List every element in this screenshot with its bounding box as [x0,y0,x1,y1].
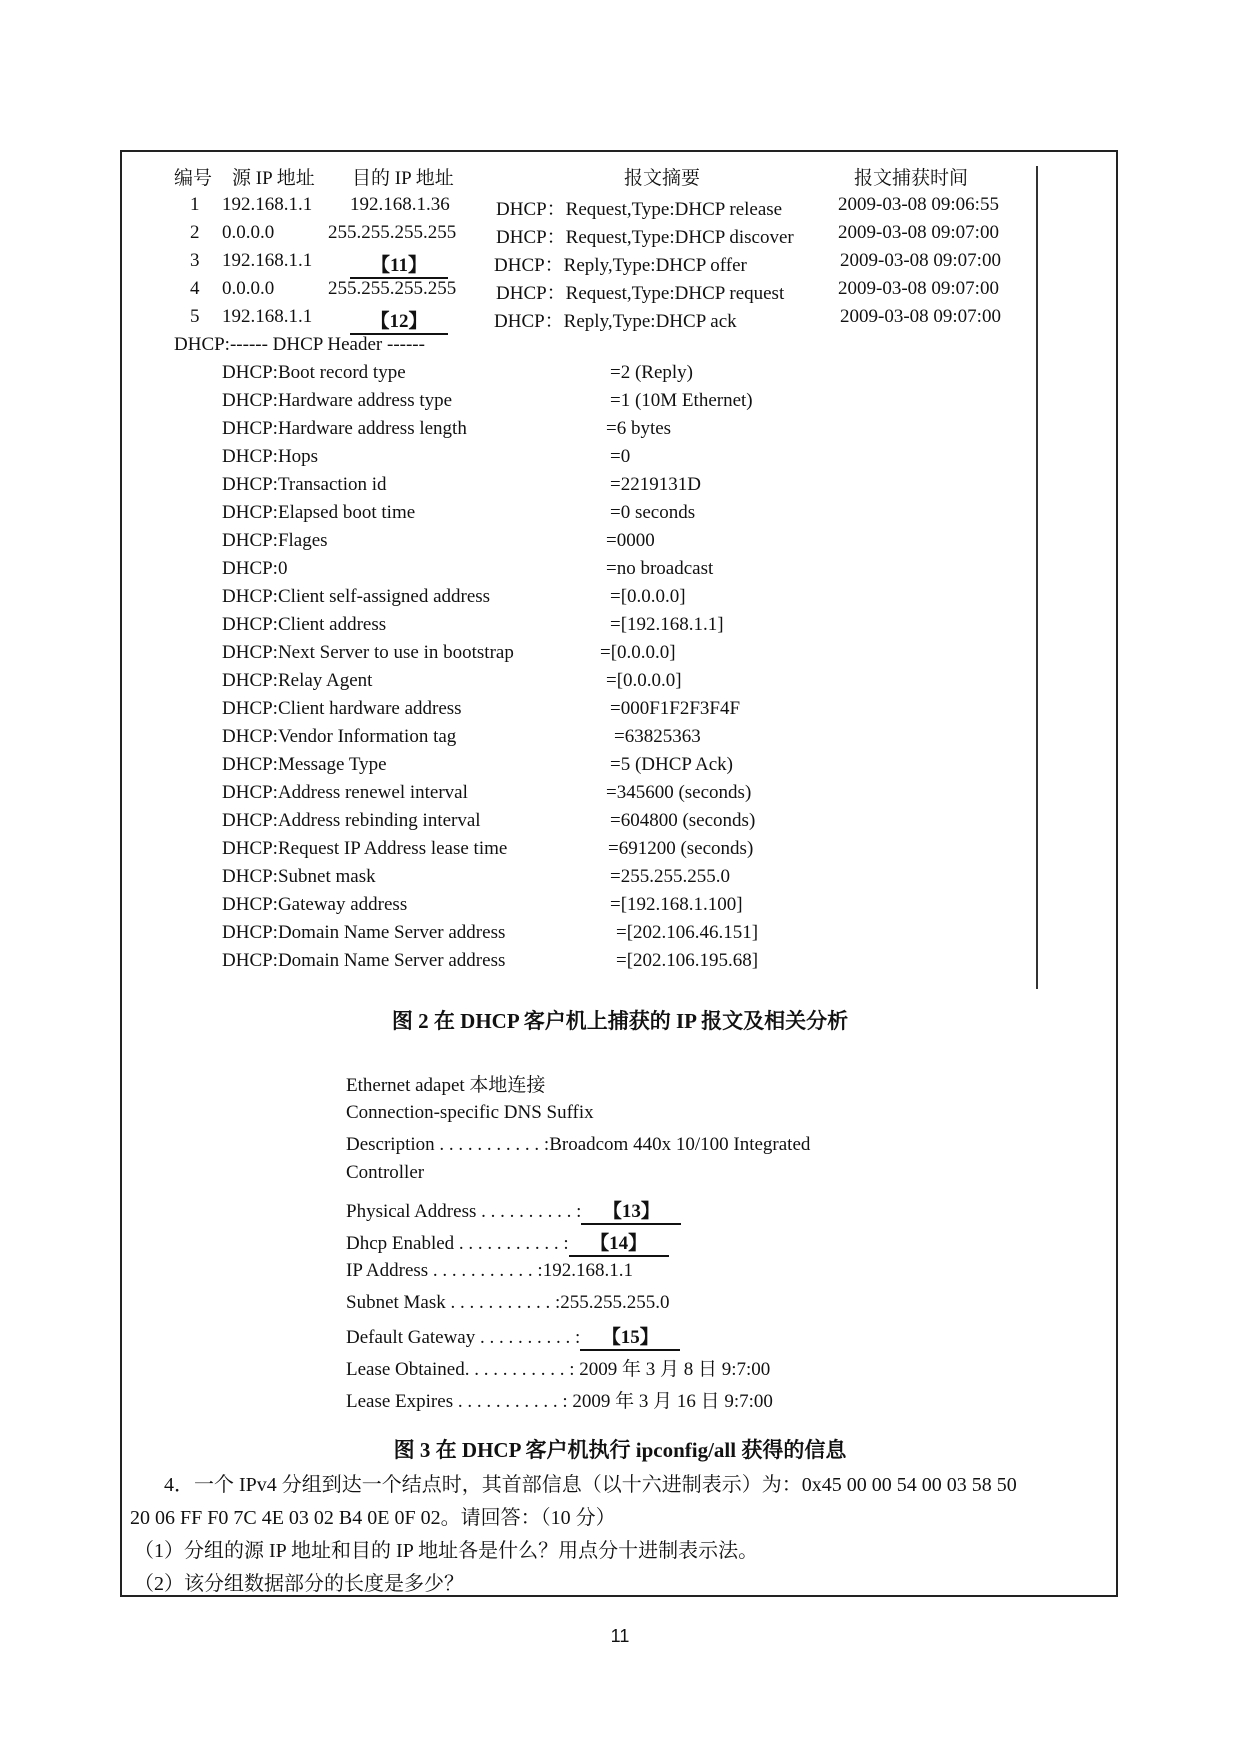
subnet-mask-line [346,1292,670,1314]
description-line [346,1134,810,1156]
dhcp-field-key: DHCP:Hardware address type [222,390,453,411]
dhcp-field-key: DHCP:Subnet mask [222,866,376,887]
question4-line2: 20 06 FF F0 7C 4E 03 02 B4 0E 0F 02。请回答：（10 分） [130,1507,616,1529]
blank-13[interactable]: 【13】 [581,1196,681,1225]
dhcp-field-value: =5 (DHCP Ack) [610,754,733,775]
dhcp-field-key: DHCP:Address renewel interval [222,782,468,803]
description-label: Description . . . . . . . . . . . : [346,1134,550,1155]
dhcp-field-key: DHCP:Client hardware address [222,698,462,719]
page-number: 11 [610,1626,630,1646]
dhcp-field-key: DHCP:Vendor Information tag [222,726,457,747]
cell-dst: 255.255.255.255 [328,222,457,243]
cell-summary: DHCP：Reply,Type:DHCP offer [494,255,747,276]
dhcp-field-value: =604800 (seconds) [610,810,756,831]
cell-src: 192.168.1.1 [222,250,313,271]
cell-src: 192.168.1.1 [222,194,313,215]
dhcp-field-key: DHCP:Boot record type [222,362,406,383]
dhcp-field-value: =[192.168.1.1] [610,614,724,635]
dhcp-field-value: =000F1F2F3F4F [610,698,741,719]
dhcp-field-key: DHCP:Client address [222,614,387,635]
dhcp-field-key: DHCP:Request IP Address lease time [222,838,508,859]
header-no: 编号 [174,168,213,189]
lease-obtained-line [346,1354,770,1381]
cell-src: 0.0.0.0 [222,222,275,243]
cell-no: 4 [190,278,200,299]
dhcp-field-key: DHCP:Next Server to use in bootstrap [222,642,514,663]
expires-value: 2009 年 3 月 16 日 9:7:00 [567,1391,773,1412]
cell-no: 5 [190,306,200,327]
dhcp-field-value: =2 (Reply) [610,362,694,383]
dhcp-header-title: DHCP:------ DHCP Header ------ [174,334,425,355]
dhcp-field-value: =[0.0.0.0] [600,642,676,663]
dhcp-field-key: DHCP:Relay Agent [222,670,373,691]
dhcp-enabled-label: Dhcp Enabled . . . . . . . . . . . : [346,1233,569,1254]
cell-src: 192.168.1.1 [222,306,313,327]
description-cont: Controller [346,1162,425,1183]
cell-time: 2009-03-08 09:06:55 [838,194,999,215]
lease-expires-line [346,1386,773,1413]
dhcp-field-key: DHCP:Elapsed boot time [222,502,416,523]
dhcp-field-value: =0 seconds [610,502,696,523]
dhcp-field-key: DHCP:Domain Name Server address [222,922,506,943]
mask-label: Subnet Mask . . . . . . . . . . . : [346,1292,561,1313]
dhcp-field-value: =[0.0.0.0] [610,586,686,607]
figure3-caption: 图 3 在 DHCP 客户机执行 ipconfig/all 获得的信息 [393,1438,847,1462]
cell-time: 2009-03-08 09:07:00 [840,250,1001,271]
obtained-value: 2009 年 3 月 8 日 9:7:00 [574,1359,771,1380]
dhcp-field-value: =1 (10M Ethernet) [610,390,753,411]
header-time: 报文捕获时间 [854,168,969,189]
dhcp-field-value: =no broadcast [606,558,714,579]
blank-12[interactable]: 【12】 [350,306,448,335]
header-dst: 目的 IP 地址 [352,168,454,189]
dhcp-field-key: DHCP:Hops [222,446,319,467]
dhcp-field-value: =345600 (seconds) [606,782,752,803]
dhcp-field-key: DHCP:Gateway address [222,894,408,915]
cell-summary: DHCP：Request,Type:DHCP discover [496,227,794,248]
cell-dst: 192.168.1.36 [350,194,450,215]
adapter-line: Ethernet adapet 本地连接 [346,1075,546,1096]
obtained-label: Lease Obtained. . . . . . . . . . . : [346,1359,575,1380]
dhcp-field-value: =6 bytes [606,418,672,439]
header-summary: 报文摘要 [624,168,701,189]
cell-no: 2 [190,222,200,243]
dhcp-enabled-line [346,1228,669,1257]
ip-label: IP Address . . . . . . . . . . . : [346,1260,543,1281]
header-src: 源 IP 地址 [232,168,315,189]
ip-value: 192.168.1.1 [542,1260,633,1281]
dhcp-field-key: DHCP:Flages [222,530,328,551]
dhcp-field-key: DHCP:Address rebinding interval [222,810,481,831]
dhcp-field-value: =0 [610,446,631,467]
cell-src: 0.0.0.0 [222,278,275,299]
table-right-border [1036,166,1038,989]
ip-address-line [346,1260,633,1282]
dhcp-field-value: =[202.106.195.68] [616,950,759,971]
dhcp-field-key: DHCP:Hardware address length [222,418,467,439]
gateway-label: Default Gateway . . . . . . . . . . : [346,1327,581,1348]
cell-no: 3 [190,250,200,271]
blank-14[interactable]: 【14】 [569,1228,669,1257]
dhcp-field-key: DHCP:Client self-assigned address [222,586,491,607]
dhcp-field-value: =0000 [606,530,655,551]
dhcp-field-value: =691200 (seconds) [608,838,754,859]
blank-15[interactable]: 【15】 [580,1322,680,1351]
question4-sub2: （2）该分组数据部分的长度是多少？ [134,1573,464,1595]
mask-value: 255.255.255.0 [560,1292,670,1313]
blank-11[interactable]: 【11】 [350,250,448,279]
expires-label: Lease Expires . . . . . . . . . . . : [346,1391,568,1412]
dhcp-field-value: =[192.168.1.100] [610,894,743,915]
cell-time: 2009-03-08 09:07:00 [838,278,999,299]
dhcp-field-key: DHCP:0 [222,558,288,579]
cell-time: 2009-03-08 09:07:00 [840,306,1001,327]
description-value: Broadcom 440x 10/100 Integrated [549,1134,811,1155]
cell-summary: DHCP：Request,Type:DHCP request [496,283,785,304]
dhcp-field-key: DHCP:Message Type [222,754,387,775]
dhcp-field-value: =[202.106.46.151] [616,922,759,943]
figure2-caption: 图 2 在 DHCP 客户机上捕获的 IP 报文及相关分析 [391,1009,849,1033]
dhcp-field-key: DHCP:Domain Name Server address [222,950,506,971]
question4-line1: 4．一个 IPv4 分组到达一个结点时，其首部信息（以十六进制表示）为：0x45 00 00 54 00 03 58 50 [164,1474,1017,1496]
dhcp-field-value: =[0.0.0.0] [606,670,682,691]
dhcp-field-value: =2219131D [610,474,701,495]
cell-dst: 255.255.255.255 [328,278,457,299]
cell-no: 1 [190,194,200,215]
question4-sub1: （1）分组的源 IP 地址和目的 IP 地址各是什么？用点分十进制表示法。 [134,1540,759,1562]
dns-suffix-line: Connection-specific DNS Suffix [346,1102,594,1123]
default-gateway-line [346,1322,680,1351]
dhcp-field-value: =255.255.255.0 [610,866,730,887]
physical-address-line [346,1196,681,1225]
dhcp-field-value: =63825363 [614,726,701,747]
cell-time: 2009-03-08 09:07:00 [838,222,999,243]
cell-summary: DHCP：Reply,Type:DHCP ack [494,311,737,332]
physical-label: Physical Address . . . . . . . . . . : [346,1201,582,1222]
cell-summary: DHCP：Request,Type:DHCP release [496,199,783,220]
dhcp-field-key: DHCP:Transaction id [222,474,387,495]
